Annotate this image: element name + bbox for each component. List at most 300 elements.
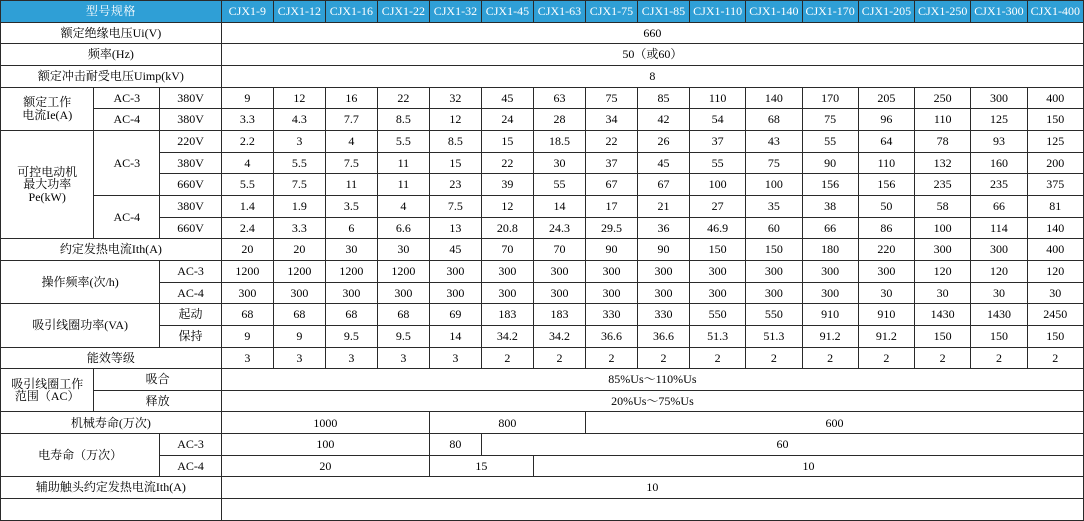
coilpower-start-v10: 550 <box>746 304 802 326</box>
ith-v6: 70 <box>533 239 585 261</box>
label-coil-range-line1: 吸引线圈工作 <box>11 376 84 391</box>
opfreq-ac4-type: AC-4 <box>160 282 222 304</box>
power-ac3-380-volt: 380V <box>160 152 222 174</box>
coilpower-start-v6: 183 <box>533 304 585 326</box>
header-model-13: CJX1-250 <box>915 1 971 23</box>
coilpower-hold-v7: 36.6 <box>585 325 637 347</box>
coilpower-hold-v12: 91.2 <box>858 325 914 347</box>
power-ac4-380-v6: 14 <box>533 195 585 217</box>
coilpower-hold-v13: 150 <box>915 325 971 347</box>
coilpower-hold-v15: 150 <box>1027 325 1083 347</box>
power-ac4-380-v13: 58 <box>915 195 971 217</box>
coilpower-hold-v3: 9.5 <box>377 325 429 347</box>
coilrange-dropout-name: 释放 <box>94 390 221 412</box>
label-motor-power <box>1 130 94 238</box>
power-ac4-380-v1: 1.9 <box>273 195 325 217</box>
coilpower-hold-name: 保持 <box>160 325 222 347</box>
ith-v13: 300 <box>915 239 971 261</box>
eleclife-ac4-c0: 20 <box>221 455 429 477</box>
power-ac4-660-v12: 86 <box>858 217 914 239</box>
value-frequency: 50（或60） <box>221 44 1083 66</box>
ie-ac4-type: AC-4 <box>94 109 160 131</box>
label-motor-power-line2: 最大功率 <box>23 177 72 192</box>
ie-ac4-v2: 7.7 <box>325 109 377 131</box>
header-model-5: CJX1-45 <box>481 1 533 23</box>
opfreq-ac4-v10: 300 <box>746 282 802 304</box>
opfreq-ac3-v12: 300 <box>858 260 914 282</box>
row-conventional-thermal-current <box>1 239 1084 261</box>
mechlife-c2: 600 <box>585 412 1083 434</box>
coilpower-hold-v5: 34.2 <box>481 325 533 347</box>
power-ac3-660-v9: 100 <box>689 174 745 196</box>
power-ac4-380-v9: 27 <box>689 195 745 217</box>
coilpower-start-v9: 550 <box>689 304 745 326</box>
opfreq-ac3-v13: 120 <box>915 260 971 282</box>
ie-ac4-v12: 96 <box>858 109 914 131</box>
ith-v7: 90 <box>585 239 637 261</box>
opfreq-ac4-v5: 300 <box>481 282 533 304</box>
opfreq-ac3-v8: 300 <box>637 260 689 282</box>
power-ac4-380-v2: 3.5 <box>325 195 377 217</box>
row-coil-power-start <box>1 304 1084 326</box>
power-ac3-380-v4: 15 <box>429 152 481 174</box>
row-rated-insulation-voltage <box>1 22 1084 44</box>
ie-ac4-v10: 68 <box>746 109 802 131</box>
eleclife-ac3-c1: 80 <box>429 434 481 456</box>
header-model-15: CJX1-400 <box>1027 1 1083 23</box>
coilpower-start-v7: 330 <box>585 304 637 326</box>
coilpower-hold-v4: 14 <box>429 325 481 347</box>
coilpower-hold-v8: 36.6 <box>637 325 689 347</box>
ith-v10: 150 <box>746 239 802 261</box>
label-electrical-life: 电寿命（万次） <box>1 434 160 477</box>
power-ac4-660-v15: 140 <box>1027 217 1083 239</box>
power-ac4-380-v10: 35 <box>746 195 802 217</box>
row-motor-power-ac3-660 <box>1 174 1084 196</box>
label-blank <box>1 499 222 521</box>
row-blank <box>1 499 1084 521</box>
power-ac3-660-v12: 156 <box>858 174 914 196</box>
power-ac3-660-v11: 156 <box>802 174 858 196</box>
ie-ac4-v11: 75 <box>802 109 858 131</box>
ith-v8: 90 <box>637 239 689 261</box>
efficiency-v13: 2 <box>915 347 971 369</box>
ie-ac3-v2: 16 <box>325 87 377 109</box>
efficiency-v11: 2 <box>802 347 858 369</box>
opfreq-ac3-v0: 1200 <box>221 260 273 282</box>
ie-ac4-v8: 42 <box>637 109 689 131</box>
value-uimp: 8 <box>221 65 1083 87</box>
power-ac3-660-v5: 39 <box>481 174 533 196</box>
row-rated-current-ac3 <box>1 87 1084 109</box>
power-ac3-220-v6: 18.5 <box>533 130 585 152</box>
power-ac3-380-v7: 37 <box>585 152 637 174</box>
label-uimp: 额定冲击耐受电压Uimp(kV) <box>1 65 222 87</box>
coilpower-hold-v9: 51.3 <box>689 325 745 347</box>
efficiency-v10: 2 <box>746 347 802 369</box>
label-motor-power-line1: 可控电动机 <box>17 164 78 179</box>
power-ac3-220-v7: 22 <box>585 130 637 152</box>
ie-ac4-v3: 8.5 <box>377 109 429 131</box>
power-ac3-220-volt: 220V <box>160 130 222 152</box>
efficiency-v14: 2 <box>971 347 1027 369</box>
power-ac3-380-v15: 200 <box>1027 152 1083 174</box>
power-ac3-type: AC-3 <box>94 130 160 195</box>
coilpower-start-name: 起动 <box>160 304 222 326</box>
power-ac3-660-v8: 67 <box>637 174 689 196</box>
power-ac4-660-v6: 24.3 <box>533 217 585 239</box>
ith-v4: 45 <box>429 239 481 261</box>
label-mechanical-life: 机械寿命(万次) <box>1 412 222 434</box>
coilpower-start-v8: 330 <box>637 304 689 326</box>
label-frequency: 频率(Hz) <box>1 44 222 66</box>
label-coil-range-line2: 范围（AC） <box>14 389 80 404</box>
header-model-12: CJX1-205 <box>858 1 914 23</box>
efficiency-v9: 2 <box>689 347 745 369</box>
label-ith: 约定发热电流Ith(A) <box>1 239 222 261</box>
opfreq-ac4-v6: 300 <box>533 282 585 304</box>
power-ac4-660-v11: 66 <box>802 217 858 239</box>
ie-ac4-v1: 4.3 <box>273 109 325 131</box>
power-ac4-380-v8: 21 <box>637 195 689 217</box>
ie-ac4-v0: 3.3 <box>221 109 273 131</box>
power-ac4-380-v4: 7.5 <box>429 195 481 217</box>
ie-ac4-voltage: 380V <box>160 109 222 131</box>
opfreq-ac4-v9: 300 <box>689 282 745 304</box>
opfreq-ac4-v8: 300 <box>637 282 689 304</box>
opfreq-ac3-v1: 1200 <box>273 260 325 282</box>
header-model-6: CJX1-63 <box>533 1 585 23</box>
value-aux-ith: 10 <box>221 477 1083 499</box>
power-ac3-380-v12: 110 <box>858 152 914 174</box>
label-rated-current-line2: 电流Ie(A) <box>22 107 73 122</box>
power-ac3-380-v0: 4 <box>221 152 273 174</box>
row-operating-frequency-ac3 <box>1 260 1084 282</box>
ie-ac3-v14: 300 <box>971 87 1027 109</box>
ith-v15: 400 <box>1027 239 1083 261</box>
header-model-14: CJX1-300 <box>971 1 1027 23</box>
label-coil-range <box>1 369 94 412</box>
label-operating-frequency: 操作频率(次/h) <box>1 260 160 303</box>
ie-ac4-v15: 150 <box>1027 109 1083 131</box>
power-ac3-660-v1: 7.5 <box>273 174 325 196</box>
ie-ac3-v7: 75 <box>585 87 637 109</box>
ie-ac3-v5: 45 <box>481 87 533 109</box>
efficiency-v15: 2 <box>1027 347 1083 369</box>
power-ac4-380-v0: 1.4 <box>221 195 273 217</box>
ith-v12: 220 <box>858 239 914 261</box>
power-ac3-220-v1: 3 <box>273 130 325 152</box>
opfreq-ac3-v6: 300 <box>533 260 585 282</box>
power-ac3-220-v8: 26 <box>637 130 689 152</box>
opfreq-ac3-v14: 120 <box>971 260 1027 282</box>
opfreq-ac4-v1: 300 <box>273 282 325 304</box>
mechlife-c0: 1000 <box>221 412 429 434</box>
opfreq-ac3-v15: 120 <box>1027 260 1083 282</box>
coilpower-start-v1: 68 <box>273 304 325 326</box>
power-ac3-220-v13: 78 <box>915 130 971 152</box>
power-ac3-220-v12: 64 <box>858 130 914 152</box>
label-motor-power-line3: Pe(kW) <box>28 189 66 204</box>
power-ac3-220-v14: 93 <box>971 130 1027 152</box>
power-ac3-220-v11: 55 <box>802 130 858 152</box>
eleclife-ac3-c0: 100 <box>221 434 429 456</box>
ie-ac3-v1: 12 <box>273 87 325 109</box>
coilrange-dropout-value: 20%Us～75%Us <box>221 390 1083 412</box>
opfreq-ac3-v7: 300 <box>585 260 637 282</box>
coilpower-start-v14: 1430 <box>971 304 1027 326</box>
power-ac3-220-v4: 8.5 <box>429 130 481 152</box>
opfreq-ac3-v4: 300 <box>429 260 481 282</box>
ith-v1: 20 <box>273 239 325 261</box>
opfreq-ac4-v12: 30 <box>858 282 914 304</box>
power-ac4-380-v15: 81 <box>1027 195 1083 217</box>
power-ac4-type: AC-4 <box>94 195 160 238</box>
coilpower-start-v11: 910 <box>802 304 858 326</box>
row-motor-power-ac4-380 <box>1 195 1084 217</box>
header-model-8: CJX1-85 <box>637 1 689 23</box>
ith-v14: 300 <box>971 239 1027 261</box>
power-ac4-660-v3: 6.6 <box>377 217 429 239</box>
power-ac3-660-v10: 100 <box>746 174 802 196</box>
ie-ac3-v11: 170 <box>802 87 858 109</box>
opfreq-ac4-v3: 300 <box>377 282 429 304</box>
power-ac4-380-v7: 17 <box>585 195 637 217</box>
power-ac4-660-v7: 29.5 <box>585 217 637 239</box>
power-ac3-220-v0: 2.2 <box>221 130 273 152</box>
mechlife-c1: 800 <box>429 412 585 434</box>
coilpower-start-v5: 183 <box>481 304 533 326</box>
ith-v5: 70 <box>481 239 533 261</box>
row-motor-power-ac4-660 <box>1 217 1084 239</box>
power-ac3-380-v8: 45 <box>637 152 689 174</box>
coilpower-hold-v6: 34.2 <box>533 325 585 347</box>
power-ac4-660-v8: 36 <box>637 217 689 239</box>
ie-ac3-v12: 205 <box>858 87 914 109</box>
opfreq-ac4-v2: 300 <box>325 282 377 304</box>
ith-v9: 150 <box>689 239 745 261</box>
power-ac4-660-v2: 6 <box>325 217 377 239</box>
power-ac4-380-v11: 38 <box>802 195 858 217</box>
ie-ac3-v6: 63 <box>533 87 585 109</box>
power-ac4-660-v13: 100 <box>915 217 971 239</box>
power-ac3-380-v5: 22 <box>481 152 533 174</box>
opfreq-ac3-type: AC-3 <box>160 260 222 282</box>
coilpower-start-v15: 2450 <box>1027 304 1083 326</box>
efficiency-v12: 2 <box>858 347 914 369</box>
row-motor-power-ac3-220 <box>1 130 1084 152</box>
ie-ac3-v10: 140 <box>746 87 802 109</box>
power-ac4-660-v5: 20.8 <box>481 217 533 239</box>
ith-v0: 20 <box>221 239 273 261</box>
power-ac4-380-v14: 66 <box>971 195 1027 217</box>
eleclife-ac3-type: AC-3 <box>160 434 222 456</box>
label-ui: 额定绝缘电压Ui(V) <box>1 22 222 44</box>
coilpower-hold-v10: 51.3 <box>746 325 802 347</box>
ie-ac3-type: AC-3 <box>94 87 160 109</box>
opfreq-ac3-v10: 300 <box>746 260 802 282</box>
row-electrical-life-ac4 <box>1 455 1084 477</box>
ie-ac3-v15: 400 <box>1027 87 1083 109</box>
ie-ac4-v6: 28 <box>533 109 585 131</box>
power-ac3-660-v6: 55 <box>533 174 585 196</box>
coilpower-hold-v2: 9.5 <box>325 325 377 347</box>
label-coil-power: 吸引线圈功率(VA) <box>1 304 160 347</box>
coilpower-start-v2: 68 <box>325 304 377 326</box>
ie-ac3-v4: 32 <box>429 87 481 109</box>
power-ac3-660-v14: 235 <box>971 174 1027 196</box>
header-model-3: CJX1-22 <box>377 1 429 23</box>
ie-ac4-v5: 24 <box>481 109 533 131</box>
power-ac4-380-volt: 380V <box>160 195 222 217</box>
efficiency-v3: 3 <box>377 347 429 369</box>
opfreq-ac3-v11: 300 <box>802 260 858 282</box>
label-rated-current-line1: 额定工作 <box>23 95 72 110</box>
row-frequency <box>1 44 1084 66</box>
power-ac3-220-v10: 43 <box>746 130 802 152</box>
power-ac4-660-volt: 660V <box>160 217 222 239</box>
power-ac3-220-v2: 4 <box>325 130 377 152</box>
power-ac3-380-v11: 90 <box>802 152 858 174</box>
label-aux-ith: 辅助触头约定发热电流Ith(A) <box>1 477 222 499</box>
power-ac4-660-v4: 13 <box>429 217 481 239</box>
ie-ac3-v0: 9 <box>221 87 273 109</box>
opfreq-ac3-v9: 300 <box>689 260 745 282</box>
opfreq-ac4-v4: 300 <box>429 282 481 304</box>
label-efficiency: 能效等级 <box>1 347 222 369</box>
coilpower-start-v3: 68 <box>377 304 429 326</box>
ie-ac4-v7: 34 <box>585 109 637 131</box>
row-coil-range-dropout <box>1 390 1084 412</box>
row-efficiency-grade <box>1 347 1084 369</box>
power-ac3-660-v2: 11 <box>325 174 377 196</box>
power-ac3-380-v9: 55 <box>689 152 745 174</box>
coilrange-pickup-value: 85%Us～110%Us <box>221 369 1083 391</box>
coilpower-hold-v14: 150 <box>971 325 1027 347</box>
coilpower-start-v0: 68 <box>221 304 273 326</box>
efficiency-v8: 2 <box>637 347 689 369</box>
coilpower-start-v4: 69 <box>429 304 481 326</box>
header-model-7: CJX1-75 <box>585 1 637 23</box>
header-model-11: CJX1-170 <box>802 1 858 23</box>
value-ui: 660 <box>221 22 1083 44</box>
efficiency-v2: 3 <box>325 347 377 369</box>
power-ac4-660-v0: 2.4 <box>221 217 273 239</box>
power-ac3-380-v10: 75 <box>746 152 802 174</box>
eleclife-ac3-c2: 60 <box>481 434 1083 456</box>
ie-ac4-v13: 110 <box>915 109 971 131</box>
row-motor-power-ac3-380 <box>1 152 1084 174</box>
power-ac3-380-v2: 7.5 <box>325 152 377 174</box>
power-ac4-660-v9: 46.9 <box>689 217 745 239</box>
opfreq-ac4-v14: 30 <box>971 282 1027 304</box>
power-ac3-660-v13: 235 <box>915 174 971 196</box>
opfreq-ac4-v0: 300 <box>221 282 273 304</box>
power-ac3-660-v0: 5.5 <box>221 174 273 196</box>
ie-ac4-v4: 12 <box>429 109 481 131</box>
efficiency-v1: 3 <box>273 347 325 369</box>
ie-ac4-v9: 54 <box>689 109 745 131</box>
power-ac3-660-v3: 11 <box>377 174 429 196</box>
opfreq-ac3-v3: 1200 <box>377 260 429 282</box>
efficiency-v6: 2 <box>533 347 585 369</box>
ie-ac4-v14: 125 <box>971 109 1027 131</box>
row-electrical-life-ac3 <box>1 434 1084 456</box>
power-ac3-660-v7: 67 <box>585 174 637 196</box>
power-ac3-660-v15: 375 <box>1027 174 1083 196</box>
row-rated-current-ac4 <box>1 109 1084 131</box>
row-aux-thermal-current <box>1 477 1084 499</box>
ie-ac3-v9: 110 <box>689 87 745 109</box>
opfreq-ac3-v2: 1200 <box>325 260 377 282</box>
row-mechanical-life <box>1 412 1084 434</box>
power-ac3-220-v5: 15 <box>481 130 533 152</box>
header-model-0: CJX1-9 <box>221 1 273 23</box>
power-ac4-660-v10: 60 <box>746 217 802 239</box>
row-impulse-voltage <box>1 65 1084 87</box>
efficiency-v4: 3 <box>429 347 481 369</box>
coilpower-hold-v0: 9 <box>221 325 273 347</box>
row-coil-range-pickup <box>1 369 1084 391</box>
eleclife-ac4-c2: 10 <box>533 455 1083 477</box>
eleclife-ac4-type: AC-4 <box>160 455 222 477</box>
header-model-1: CJX1-12 <box>273 1 325 23</box>
power-ac4-660-v1: 3.3 <box>273 217 325 239</box>
power-ac4-660-v14: 114 <box>971 217 1027 239</box>
ith-v11: 180 <box>802 239 858 261</box>
ie-ac3-v3: 22 <box>377 87 429 109</box>
power-ac3-660-v4: 23 <box>429 174 481 196</box>
power-ac3-220-v9: 37 <box>689 130 745 152</box>
header-model-2: CJX1-16 <box>325 1 377 23</box>
power-ac3-220-v3: 5.5 <box>377 130 429 152</box>
power-ac3-380-v3: 11 <box>377 152 429 174</box>
coilpower-hold-v1: 9 <box>273 325 325 347</box>
header-model-10: CJX1-140 <box>746 1 802 23</box>
opfreq-ac4-v7: 300 <box>585 282 637 304</box>
power-ac4-380-v5: 12 <box>481 195 533 217</box>
power-ac3-660-volt: 660V <box>160 174 222 196</box>
header-model-9: CJX1-110 <box>689 1 745 23</box>
ie-ac3-v8: 85 <box>637 87 689 109</box>
header-model-label: 型号规格 <box>1 1 222 23</box>
opfreq-ac4-v15: 30 <box>1027 282 1083 304</box>
eleclife-ac4-c1: 15 <box>429 455 533 477</box>
power-ac4-380-v12: 50 <box>858 195 914 217</box>
coilpower-hold-v11: 91.2 <box>802 325 858 347</box>
power-ac3-380-v14: 160 <box>971 152 1027 174</box>
row-operating-frequency-ac4 <box>1 282 1084 304</box>
power-ac3-380-v6: 30 <box>533 152 585 174</box>
coilrange-pickup-name: 吸合 <box>94 369 221 391</box>
table-header-row <box>1 1 1084 23</box>
efficiency-v7: 2 <box>585 347 637 369</box>
opfreq-ac3-v5: 300 <box>481 260 533 282</box>
power-ac4-380-v3: 4 <box>377 195 429 217</box>
opfreq-ac4-v11: 300 <box>802 282 858 304</box>
ith-v2: 30 <box>325 239 377 261</box>
efficiency-v0: 3 <box>221 347 273 369</box>
coilpower-start-v13: 1430 <box>915 304 971 326</box>
efficiency-v5: 2 <box>481 347 533 369</box>
header-model-4: CJX1-32 <box>429 1 481 23</box>
ie-ac3-v13: 250 <box>915 87 971 109</box>
row-coil-power-hold <box>1 325 1084 347</box>
opfreq-ac4-v13: 30 <box>915 282 971 304</box>
label-rated-current <box>1 87 94 130</box>
value-blank <box>221 499 1083 521</box>
ith-v3: 30 <box>377 239 429 261</box>
